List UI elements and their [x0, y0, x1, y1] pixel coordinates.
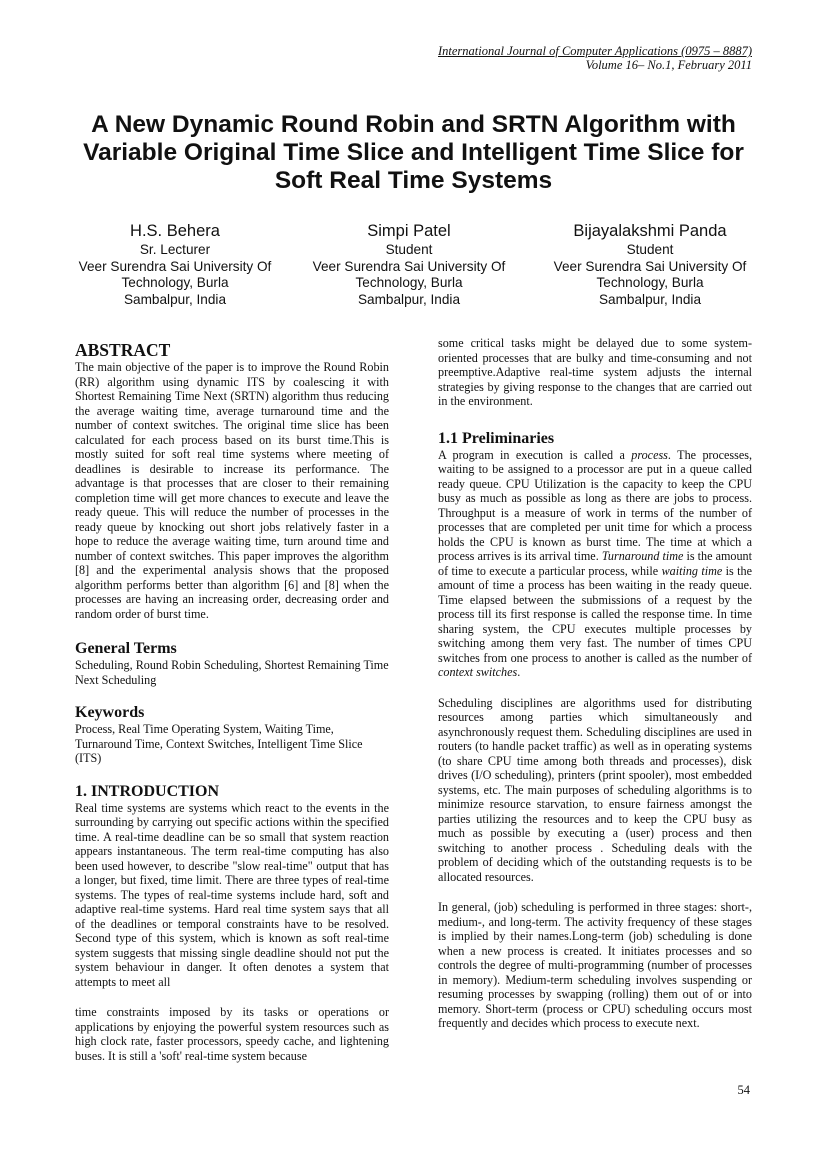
page-number: 54 — [737, 1083, 750, 1097]
author-affiliation: Veer Surendra Sai University Of — [78, 258, 272, 274]
paper-title: A New Dynamic Round Robin and SRTN Algorithm with Variable Original Time Slice and Intelligent Time Slice for Soft Real Time Systems — [83, 111, 744, 194]
author-block-3 — [520, 222, 780, 308]
author-affiliation: Veer Surendra Sai University Of — [312, 258, 506, 274]
introduction-paragraph: time constraints imposed by its tasks or operations or applications by enjoying the powerful system resources such as high clock rate, faster processors, speedy cache, and lightening buses. It is still a 'soft' real-time system because — [75, 1005, 389, 1063]
author-affiliation: Technology, Burla — [355, 275, 463, 290]
author-affiliation: Veer Surendra Sai University Of — [553, 258, 747, 274]
term-context-switches: context switches — [438, 665, 518, 679]
left-column — [75, 340, 389, 1063]
preliminaries-paragraph: A program in execution is called a process. The processes, waiting to be assigned to a processor are put in a queue called ready queue. CPU Utilization is the capacity to keep the CPU busy as much as possible as long as there are jobs to process. Throughput is a measure of work in terms of the number of processes that are completed per unit time for which a process holds the CPU is known as burst time. The time at which a process arrives is its arrival time. Turnaround time is the amount of time to execute a particular process, while waiting time is the amount of time a process has been waiting in the ready queue. Time elapsed between the submissions of a request by the process till its first response is called the response time. In time sharing system, the CPU executes multiple processes by switching among them very fast. The number of times CPU switches from one process to another is called as the number of context switches. — [438, 447, 753, 679]
introduction-heading: 1. INTRODUCTION — [75, 782, 220, 800]
author-location: Sambalpur, India — [123, 291, 227, 307]
author-block-1 — [45, 222, 305, 308]
author-role: Student — [385, 242, 433, 257]
author-name: Bijayalakshmi Panda — [573, 222, 727, 240]
volume-info: Volume 16– No.1, February 2011 — [585, 58, 752, 72]
author-name: H.S. Behera — [130, 222, 220, 240]
author-affiliation: Technology, Burla — [121, 275, 229, 290]
abstract-heading: ABSTRACT — [75, 340, 171, 360]
author-name: Simpi Patel — [367, 222, 451, 240]
running-header — [438, 44, 752, 72]
author-role: Student — [626, 242, 674, 257]
term-turnaround: Turnaround time — [601, 549, 684, 563]
journal-name: International Journal of Computer Applications (0975 – 8887) — [438, 44, 752, 58]
author-role: Sr. Lecturer — [139, 242, 211, 257]
introduction-paragraph: some critical tasks might be delayed due to some system-oriented processes that are bulky and time-consuming and not preemptive.Adaptive real-time system adjusts the internal strategies by giving response to the changes that are carried out in the environment. — [438, 336, 752, 408]
general-terms-text: Scheduling, Round Robin Scheduling, Shortest Remaining Time Next Scheduling — [75, 658, 389, 687]
keywords-text: Process, Real Time Operating System, Waiting Time, Turnaround Time, Context Switches, Intelligent Time Slice (ITS) — [75, 722, 363, 765]
abstract-text: The main objective of the paper is to improve the Round Robin (RR) algorithm using dynamic ITS by coalescing it with Shortest Remaining Time Next (SRTN) algorithm thus reducing the average waiting time, average turnaround time and the number of context switches. The original time slice has been calculated for each process based on its burst time.This is mostly suited for soft real time systems where meeting of deadlines is desirable to increase its performance. The advantage is that processes that are closer to their remaining completion time will get more chances to execute and leave the ready queue. This will reduce the number of processes in the ready queue by knocking out short jobs relatively faster in a hope to reduce the average waiting time, turn around time and number of context switches. This paper improves the algorithm [8] and the experimental analysis shows that the proposed algorithm performs better than algorithm [6] and [8] when the processes are having an increasing order, decreasing order and random order of burst time. — [75, 360, 389, 621]
introduction-paragraph: Real time systems are systems which react to the events in the surrounding by carrying out specific actions within the specified time. A real-time deadline can be so small that system reaction appears instantaneous. The term real-time computing has also been used however, to describe "slow real-time" output that has a longer, but fixed, time limit. There are three types of real-time systems. The types of real-time systems include hard, soft and adaptive real-time systems. Hard real time system says that all of the deadlines or temporal constraints have to be resolved. Second type of this system, which is known as soft real-time system suggests that missing single deadline should not put the system behaviour in danger. It often denotes a system that attempts to meet all — [75, 800, 389, 989]
term-process: process — [631, 447, 668, 462]
author-affiliation: Technology, Burla — [596, 275, 704, 290]
author-location: Sambalpur, India — [357, 291, 461, 307]
general-terms-heading: General Terms — [75, 640, 177, 657]
right-column — [438, 336, 752, 1031]
preliminaries-heading: 1.1 Preliminaries — [438, 429, 555, 447]
preliminaries-paragraph: In general, (job) scheduling is performed in three stages: short-, medium-, and long-term. The activity frequency of these stages is implied by their names.Long-term (job) scheduling is done when a new process is created. It initiates processes and so controls the degree of multi-programming (number of processes in memory). Medium-term scheduling involves suspending or resuming processes by swapping (rolling) them out of or into memory. Short-term (process or CPU) scheduling occurs most frequently and decides which process to execute next. — [438, 900, 752, 1030]
keywords-heading: Keywords — [75, 704, 145, 721]
author-location: Sambalpur, India — [598, 291, 702, 307]
author-block-2 — [279, 222, 539, 308]
preliminaries-paragraph: Scheduling disciplines are algorithms used for distributing resources among parties which simultaneously and asynchronously request them. Scheduling disciplines are used in routers (to handle packet traffic) as well as in operating systems (to share CPU time among both threads and processes), disk drives (I/O scheduling), printers (print spooler), most embedded systems, etc. The main purposes of scheduling algorithms is to minimize resource starvation, to ensure fairness amongst the parties utilizing the resources and to keep the CPU busy as much as possible by executing a (user) process and then switching to another process . Scheduling deals with the problem of deciding which of the outstanding requests is to be allocated resources. — [438, 695, 752, 884]
term-waiting: waiting time — [661, 563, 723, 578]
